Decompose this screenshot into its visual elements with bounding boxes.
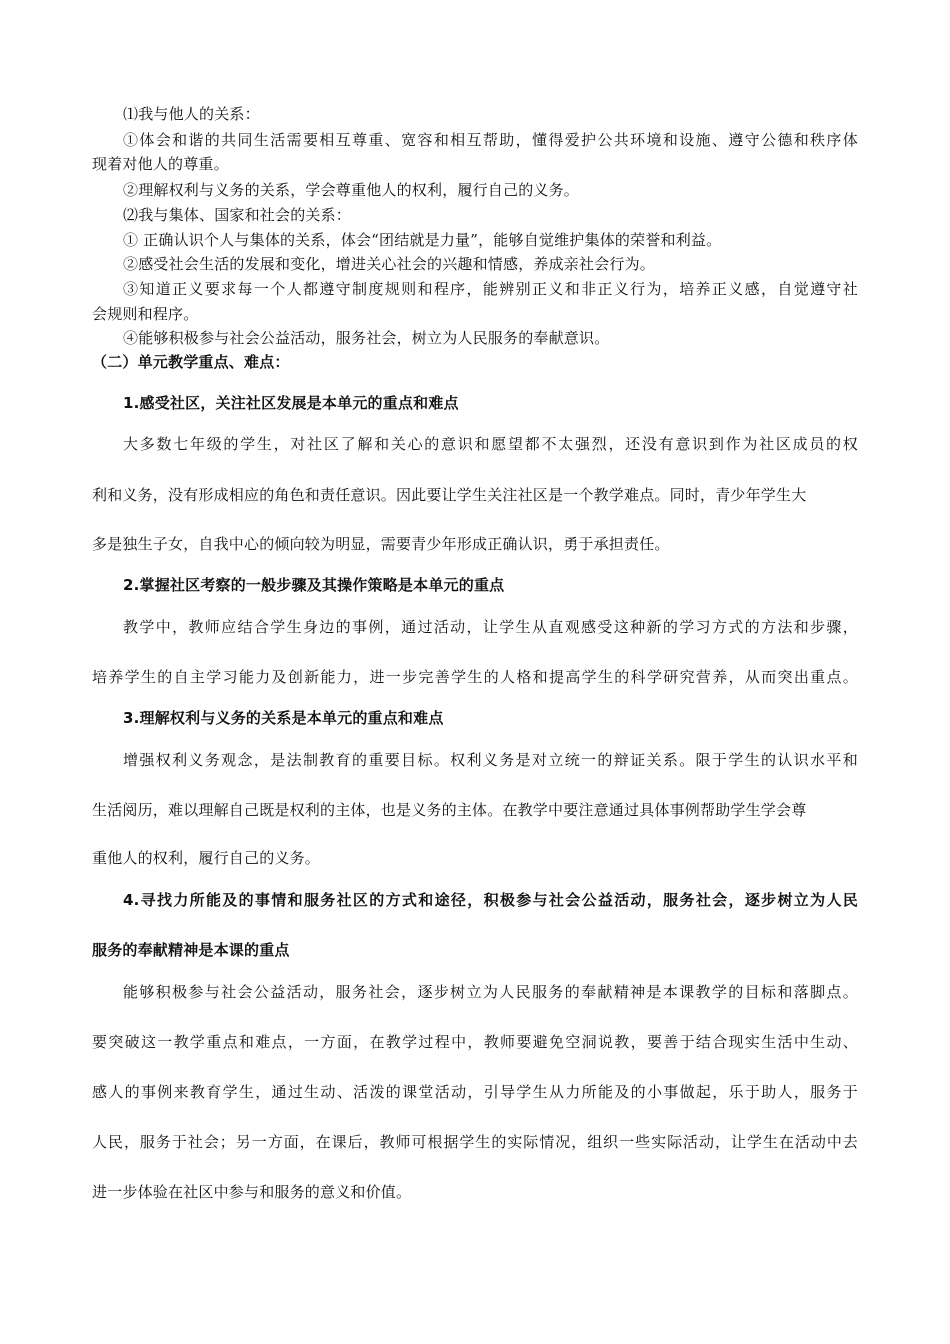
point-1-line-1: 大多数七年级的学生，对社区了解和关心的意识和愿望都不太强烈，还没有意识到作为社区成员的权 (123, 435, 858, 453)
section-2-item-4: ④能够积极参与社会公益活动，服务社会，树立为人民服务的奉献意识。 (123, 329, 610, 347)
point-2-heading: 2.掌握社区考察的一般步骤及其操作策略是本单元的重点 (123, 576, 505, 594)
point-4-heading-line-1: 4.寻找力所能及的事情和服务社区的方式和途径，积极参与社会公益活动，服务社会，逐步树立为人民 (123, 891, 858, 909)
point-1-heading: 1.感受社区，关注社区发展是本单元的重点和难点 (123, 394, 459, 412)
point-3-line-1: 增强权利义务观念，是法制教育的重要目标。权利义务是对立统一的辩证关系。限于学生的认识水平和 (123, 751, 858, 769)
point-1-line-3: 多是独生子女，自我中心的倾向较为明显，需要青少年形成正确认识，勇于承担责任。 (92, 535, 670, 553)
point-4-line-5: 进一步体验在社区中参与和服务的意义和价值。 (92, 1183, 412, 1201)
section-heading: （二）单元教学重点、难点： (92, 353, 290, 371)
section-2-item-1: ① 正确认识个人与集体的关系，体会“团结就是力量”，能够自觉维护集体的荣誉和利益。 (123, 231, 722, 249)
section-2-item-2: ②感受社会生活的发展和变化，增进关心社会的兴趣和情感，养成亲社会行为。 (123, 255, 656, 273)
section-1-item-2: ②理解权利与义务的关系，学会尊重他人的权利，履行自己的义务。 (123, 181, 580, 199)
point-4-line-4: 人民，服务于社会；另一方面，在课后，教师可根据学生的实际情况，组织一些实际活动，让学生在活动中去 (92, 1133, 858, 1151)
point-4-line-2: 要突破这一教学重点和难点，一方面，在教学过程中，教师要避免空洞说教，要善于结合现实生活中生动、 (92, 1033, 858, 1051)
section-1-item-1-line-1: ①体会和谐的共同生活需要相互尊重、宽容和相互帮助，懂得爱护公共环境和设施、遵守公德和秩序体 (123, 131, 858, 149)
section-2-item-3-line-1: ③知道正义要求每一个人都遵守制度规则和程序，能辨别正义和非正义行为，培养正义感，自觉遵守社 (123, 280, 858, 298)
point-2-line-1: 教学中，教师应结合学生身边的事例，通过活动，让学生从直观感受这种新的学习方式的方法和步骤， (123, 618, 858, 636)
section-1-title: ⑴我与他人的关系： (123, 105, 260, 123)
point-4-line-3: 感人的事例来教育学生，通过生动、活泼的课堂活动，引导学生从力所能及的小事做起，乐于助人，服务于 (92, 1083, 858, 1101)
point-2-line-2: 培养学生的自主学习能力及创新能力，进一步完善学生的人格和提高学生的科学研究营养，从而突出重点。 (92, 668, 858, 686)
point-3-line-2: 生活阅历，难以理解自己既是权利的主体，也是义务的主体。在教学中要注意通过具体事例帮助学生学会尊 (92, 801, 807, 819)
section-1-item-1-line-2: 现着对他人的尊重。 (92, 155, 229, 173)
section-2-item-3-line-2: 会规则和程序。 (92, 305, 199, 323)
point-4-line-1: 能够积极参与社会公益活动，服务社会，逐步树立为人民服务的奉献精神是本课教学的目标和落脚点。 (123, 983, 858, 1001)
point-1-line-2: 利和义务，没有形成相应的角色和责任意识。因此要让学生关注社区是一个教学难点。同时，青少年学生大 (92, 486, 807, 504)
section-2-title: ⑵我与集体、国家和社会的关系： (123, 206, 352, 224)
point-3-heading: 3.理解权利与义务的关系是本单元的重点和难点 (123, 709, 444, 727)
point-4-heading-line-2: 服务的奉献精神是本课的重点 (92, 941, 290, 959)
point-3-line-3: 重他人的权利，履行自己的义务。 (92, 849, 321, 867)
